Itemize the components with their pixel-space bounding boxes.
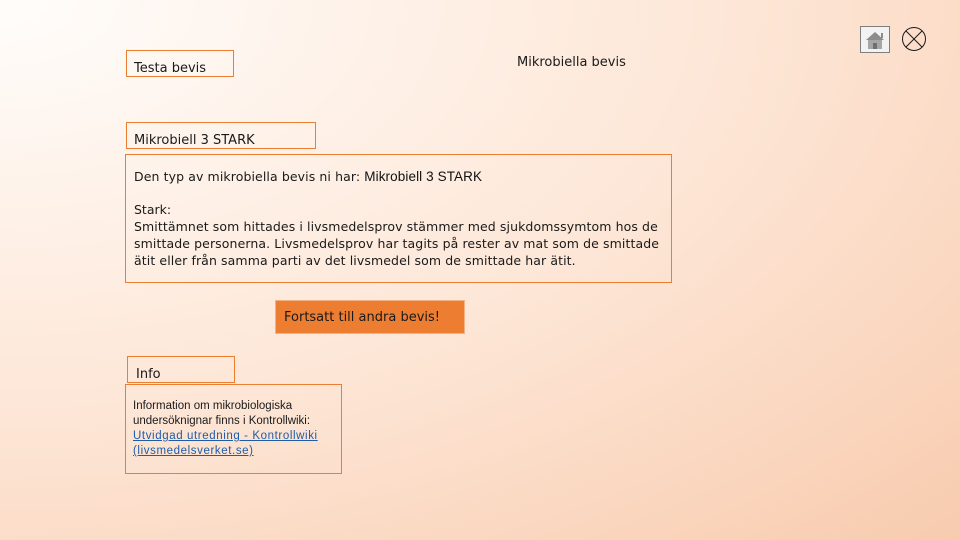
evidence-type-value: Mikrobiell 3 STARK	[364, 169, 483, 184]
strength-description: Smittämnet som hittades i livsmedelsprov stämmer med sjukdomssymtom hos de smittade personerna. Livsmedelsprov har tagits på rester av mat som de smittade ätit eller från samma parti av det livsmedel som de smittade har ätit.	[134, 219, 660, 268]
info-title-box	[127, 356, 235, 383]
kontrollwiki-link[interactable]: Utvidgad utredning - Kontrollwiki (livsmedelsverket.se)	[133, 430, 318, 457]
info-title: Info	[136, 367, 161, 382]
result-panel	[125, 154, 672, 283]
strength-heading: Stark:	[134, 202, 172, 217]
info-text: Information om mikrobiologiska undersöknignar finns i Kontrollwiki:	[133, 400, 311, 427]
home-icon	[861, 27, 889, 52]
info-panel	[125, 384, 342, 474]
home-button[interactable]	[860, 26, 890, 53]
evidence-type-line	[134, 168, 663, 185]
tab-testa-bevis-label: Testa bevis	[134, 61, 207, 76]
close-icon	[901, 26, 927, 52]
continue-to-other-evidence-button[interactable]: Fortsatt till andra bevis!	[275, 300, 465, 334]
close-button[interactable]	[901, 26, 927, 52]
tab-testa-bevis[interactable]	[126, 50, 234, 77]
evidence-type-prefix: Den typ av mikrobiella bevis ni har:	[134, 169, 365, 184]
tab-mikrobiella-bevis[interactable]: Mikrobiella bevis	[517, 55, 626, 70]
result-title-box	[126, 122, 316, 149]
result-title: Mikrobiell 3 STARK	[134, 133, 255, 148]
